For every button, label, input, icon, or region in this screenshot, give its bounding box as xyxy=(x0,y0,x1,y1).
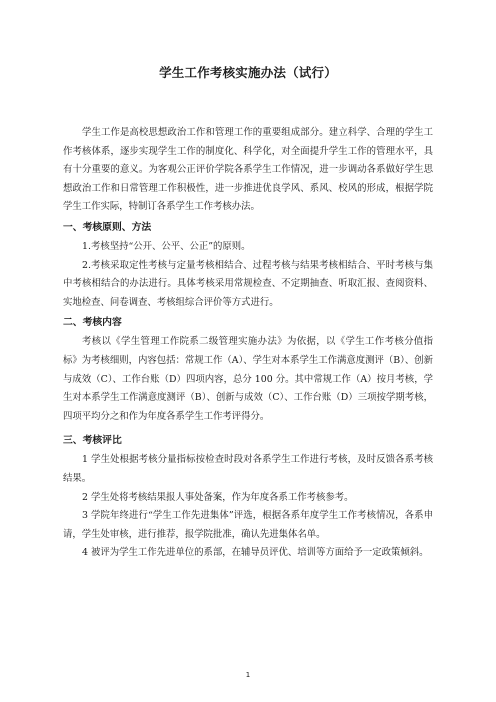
intro-paragraph: 学生工作是高校思想政治工作和管理工作的重要组成部分。建立科学、合理的学生工作考核体系，逐步实现学生工作的制度化、科学化，对全面提升学生工作的管理水平，具有十分重要的意义。为客观公正评价学院各系学生工作情况，进一步调动各系做好学生思想政治工作和日常管理工作积极性，进一步推进优良学风、系风、校风的形成，根据学院学生工作实际，特制订各系学生工作考核办法。 xyxy=(63,127,433,213)
document-title: 学生工作考核实施办法（试行） xyxy=(159,65,337,80)
evaluation-paragraph-4: 4 被评为学生工作先进单位的系部，在辅导员评优、培训等方面给予一定政策倾斜。 xyxy=(82,547,429,559)
page-number: 1 xyxy=(245,671,251,679)
section-heading-principles: 一、考核原则、方法 xyxy=(63,221,152,233)
section-heading-evaluation: 三、考核评比 xyxy=(63,435,122,447)
content-paragraph-1: 考核以《学生管理工作院系二级管理实施办法》为依据，以《学生工作考核分值指标》为考核细则，内容包括：常规工作（A）、学生对本系学生工作满意度测评（B）、创新与成效（C）、工作台账（D）四项内容，总分 100 分。其中常规工作（A）按月考核，学生对本系学生工作满意度测评（B）、创新与成效（C）、工作台账（D）三项按学期考核，四项平均分之和作为年度各系学生工作考评得分。 xyxy=(63,336,433,422)
document-body xyxy=(63,124,433,563)
evaluation-paragraph-3: 3 学院年终进行“学生工作先进集体”评选，根据各系年度学生工作考核情况，各系申请，学生处审核，进行推荐，报学院批准，确认先进集体名单。 xyxy=(63,510,433,540)
principles-paragraph-1: 1.考核坚持“公开、公平、公正”的原则。 xyxy=(82,240,251,252)
section-heading-content: 二、考核内容 xyxy=(63,317,122,329)
evaluation-paragraph-2: 2 学生处将考核结果报人事处备案，作为年度各系工作考核参考。 xyxy=(82,491,354,503)
evaluation-paragraph-1: 1 学生处根据考核分量指标按检查时段对各系学生工作进行考核，及时反馈各系考核结果。 xyxy=(63,454,433,484)
principles-paragraph-2: 2.考核采取定性考核与定量考核相结合、过程考核与结果考核相结合、平时考核与集中考核相结合的办法进行。具体考核采用常规检查、不定期抽查、听取汇报、查阅资料、实地检查、问卷调查、考核组综合评价等方式进行。 xyxy=(63,259,433,308)
